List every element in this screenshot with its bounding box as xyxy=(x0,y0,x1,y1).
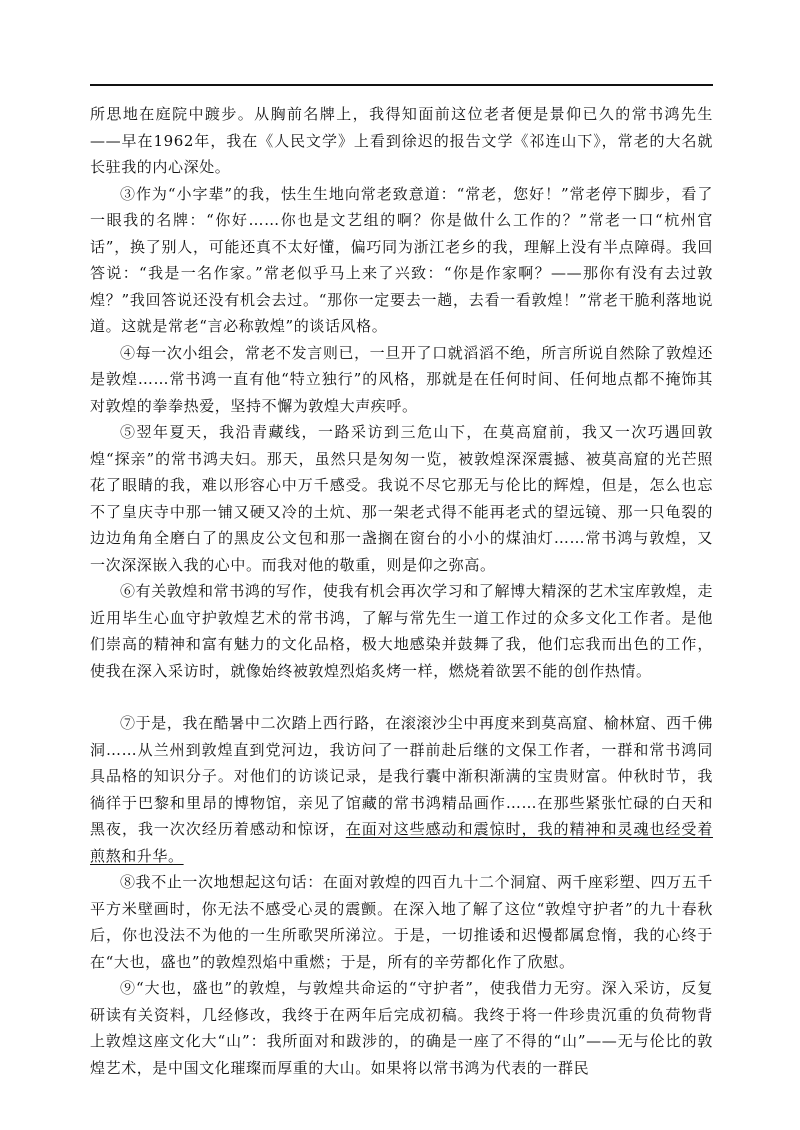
paragraph-3: ③作为“小字辈”的我，怯生生地向常老致意道：“常老，您好！”常老停下脚步，看了一眼我的名牌：“你好……你也是文艺组的啊？你是做什么工作的？”常老一口“杭州官话”，换了别人，可能还真不太好懂，偏巧同为浙江老乡的我，理解上没有半点障碍。我回答说：“我是一名作家。”常老似乎马上来了兴致：“你是作家啊？——那你有没有去过敦煌？”我回答说还没有机会去过。“那你一定要去一趟，去看一看敦煌！”常老干脆利落地说道。这就是常老“言必称敦煌”的谈话风格。 xyxy=(90,184,713,335)
paragraph-8: ⑧我不止一次地想起这句话：在面对敦煌的四百九十二个洞窟、两千座彩塑、四万五千平方米壁画时，你无法不感受心灵的震颤。在深入地了解了这位“敦煌守护者”的九十春秋后，你也没法不为他的一生所歌哭所涕泣。于是，一切推诿和迟慢都属怠惰，我的心终于在“大也，盛也”的敦煌烈焰中重燃；于是，所有的辛劳都化作了欣慰。 xyxy=(90,873,713,971)
paragraph-6: ⑥有关敦煌和常书鸿的写作，使我有机会再次学习和了解博大精深的艺术宝库敦煌，走近用毕生心血守护敦煌艺术的常书鸿，了解与常先生一道工作过的众多文化工作者。是他们崇高的精神和富有魅力的文化品格，极大地感染并鼓舞了我，他们忘我而出色的工作，使我在深入采访时，就像始终被敦煌烈焰炙烤一样，燃烧着欲罢不能的创作热情。 xyxy=(90,582,713,680)
paragraph-7 xyxy=(90,710,713,869)
document-body xyxy=(90,101,713,1081)
underlined-sentence: 在面对这些感动和震惊时，我的精神和灵魂也经受着煎熬和升华。 xyxy=(90,820,713,865)
paragraph-9: ⑨“大也，盛也”的敦煌，与敦煌共命运的“守护者”，使我借力无穷。深入采访，反复研读有关资料，几经修改，我终于在两年后完成初稿。我终于将一件珍贵沉重的负荷物背上敦煌这座文化大“山”：我所面对和跋涉的，的确是一座了不得的“山”——无与伦比的敦煌艺术，是中国文化璀璨而厚重的大山。如果将以常书鸿为代表的一群民 xyxy=(90,979,713,1077)
paragraph-7-text: ⑦于是，我在酷暑中二次踏上西行路，在滚滚沙尘中再度来到莫高窟、榆林窟、西千佛洞……从兰州到敦煌直到党河边，我访问了一群前赴后继的文保工作者，一群和常书鸿同具品格的知识分子。对他们的访谈记录，是我行囊中渐积渐满的宝贵财富。仲秋时节，我徜徉于巴黎和里昂的博物馆，亲见了馆藏的常书鸿精品画作……在那些紧张忙碌的白天和黑夜，我一次次经历着感动和惊讶， xyxy=(90,714,713,838)
top-divider xyxy=(90,84,713,86)
paragraph-continuation: 所思地在庭院中踱步。从胸前名牌上，我得知面前这位老者便是景仰已久的常书鸿先生——早在1962年，我在《人民文学》上看到徐迟的报告文学《祁连山下》，常老的大名就长驻我的内心深处。 xyxy=(90,105,713,176)
paragraph-4: ④每一次小组会，常老不发言则已，一旦开了口就滔滔不绝，所言所说自然除了敦煌还是敦煌……常书鸿一直有他“特立独行”的风格，那就是在任何时间、任何地点都不掩饰其对敦煌的拳拳热爱，坚持不懈为敦煌大声疾呼。 xyxy=(90,343,713,415)
paragraph-5: ⑤翌年夏天，我沿青藏线，一路采访到三危山下，在莫高窟前，我又一次巧遇回敦煌“探亲”的常书鸿夫妇。那天，虽然只是匆匆一览，被敦煌深深震撼、被莫高窟的光芒照花了眼睛的我，难以形容心中万千感受。我说不尽它那无与伦比的辉煌，但是，怎么也忘不了皇庆寺中那一铺又硬又冷的土炕、那一架老式得不能再老式的望远镜、那一只龟裂的边边角角全磨白了的黑皮公文包和那一盏搁在窗台的小小的煤油灯……常书鸿与敦煌，又一次深深嵌入我的心中。而我对他的敬重，则是仰之弥高。 xyxy=(90,423,713,574)
